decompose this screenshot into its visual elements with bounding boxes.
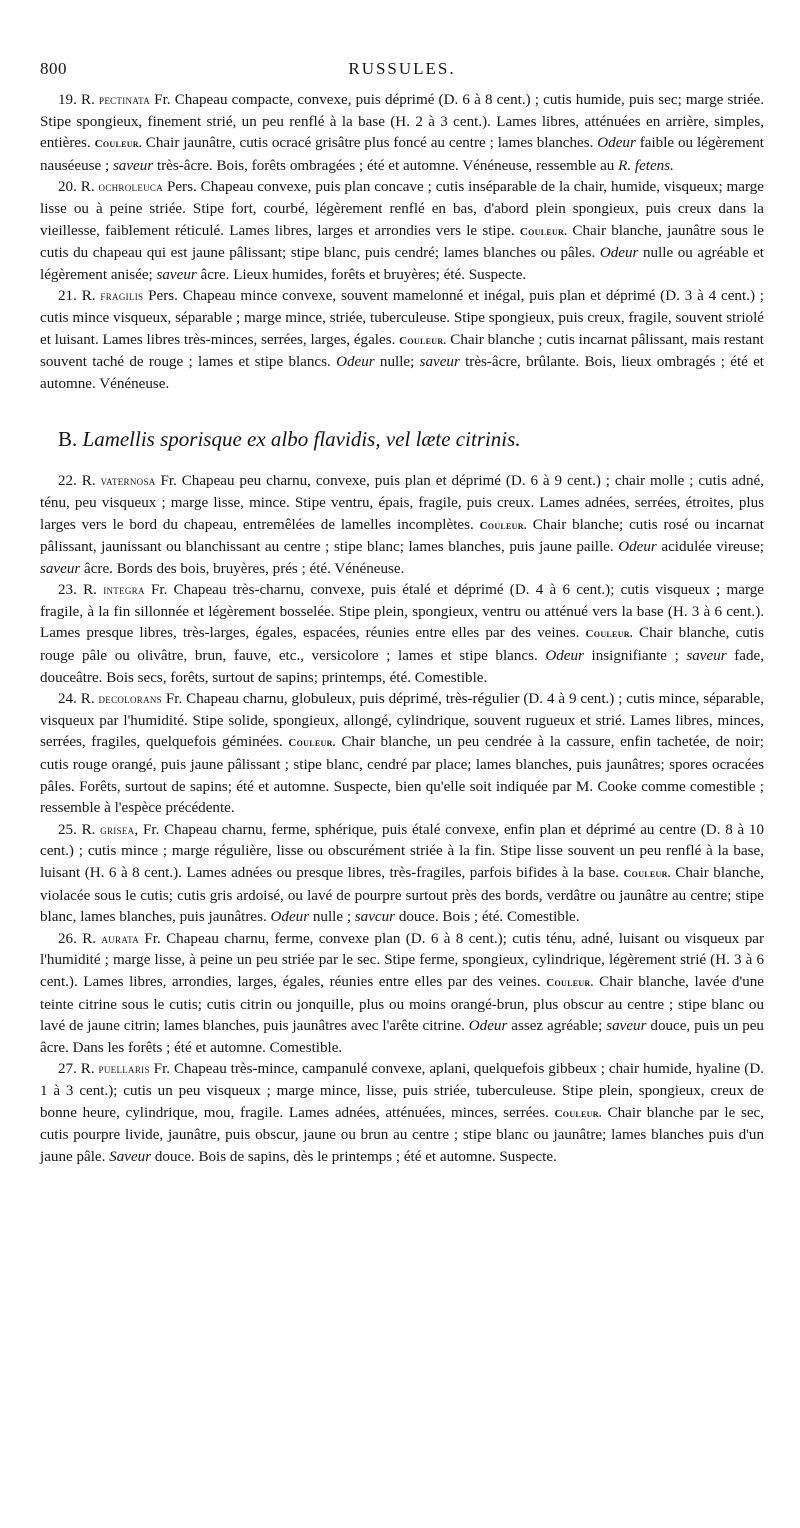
entry-text: , Fr. Chapeau charnu, ferme, sphérique, puis étalé convexe, enfin plan et déprimé au centre (D. 8 à 10 cent.) ; cutis mince ; marge régulière, lisse ou obscurément striée à la fin. Stipe lisse souvent un peu renflé à la base, luisant (H. 6 à 8 cent.). Lames adnées ou presque libres, très-fragiles, parfois bifides à la base. xyxy=(40,821,764,881)
entry-text: Chair jaunâtre, cutis ocracé grisâtre plus foncé au centre ; lames blanches. xyxy=(141,135,598,152)
couleur-label: Couleur. xyxy=(288,737,336,750)
entry-text: acidulée vireuse; xyxy=(656,539,765,556)
odeur-label: Odeur xyxy=(597,135,636,152)
species-entry xyxy=(40,1059,764,1168)
entry-text: Fr. Chapeau peu charnu, convexe, puis plan et déprimé (D. 6 à 9 cent.) ; chair molle ; cutis adné, ténu, peu visqueux ; marge lisse, mince. Stipe ventru, épais, fragile, puis creux. Lames adnées, serrées, étroites, plus larges vers le bord du chapeau, entremêlées de lamelles incomplètes. xyxy=(40,473,764,533)
entry-text: Chair blanche par le sec, cutis pourpre livide, jaunâtre, puis obscur, jaune ou brun au centre ; stipe blanc ou jaunâtre; lames blanches puis d'un jaune pâle. xyxy=(40,1104,764,1165)
entry-text: fade, douceâtre. Bois secs, forêts, surtout de sapins; printemps, été. Comestible. xyxy=(40,648,764,686)
entry-number: 20. R. xyxy=(58,179,99,196)
entry-text: insignifiante ; xyxy=(583,648,687,665)
entry-number: 25. R. xyxy=(58,821,101,838)
entry-text: Chair blanche ; cutis incarnat pâlissant, mais restant souvent taché de rouge ; lames et stipe blancs. xyxy=(40,331,764,371)
couleur-label: Couleur. xyxy=(546,976,594,989)
entry-text: Chair blanche, lavée d'une teinte citrine sous le cutis; cutis citrin ou jonquille, plus ou moins orangé-brun, plus obscur au centre ; stipe blanc ou lavé de jaune citrin; lames blanches, puis jaunâtres avec l'arête citrine. xyxy=(40,973,764,1035)
entry-text: Fr. Chapeau très-charnu, convexe, puis étalé et déprimé (D. 4 à 6 cent.); cutis visqueux ; marge fragile, à la fin sillonnée et légèrement bosselée. Stipe plein, spongieux, ventru ou atténué vers la base (H. 3 à 6 cent.). Lames presque libres, très-larges, égales, espacées, réunies entre elles par des veines. xyxy=(40,582,764,642)
species-entry xyxy=(40,90,764,177)
entry-text: douce. Bois ; été. Comestible. xyxy=(395,909,580,926)
odeur-label: Odeur xyxy=(618,539,657,556)
entry-text: Pers. Chapeau mince convexe, souvent mamelonné et inégal, puis plan et déprimé (D. 3 à 4 cent.) ; cutis mince visqueux, séparable ; marge mince, striée, tuberculeuse. Stipe spongieux, puis creux, fragile, souvent striolé et luisant. Lames libres très-minces, serrées, larges, égales. xyxy=(40,288,765,348)
entry-text: Fr. Chapeau compacte, convexe, puis déprimé (D. 6 à 8 cent.) ; cutis humide, puis sec; marge striée. Stipe spongieux, finement strié, un peu renflé à la base (H. 2 à 3 cent.). Lames libres, atténuées en arrière, simples, entières. xyxy=(40,92,764,152)
saveur-label: saveur xyxy=(112,157,154,174)
entry-text: Chair blanche, jaunâtre sous le cutis du chapeau qui est jaune pâlissant; stipe blanc, puis cendré; lames blanches ou pâles. xyxy=(40,222,764,262)
entry-text: Chair blanche, cutis rouge pâle ou olivâtre, brun, fauve, etc., versicolore ; lames et stipe blancs. xyxy=(40,625,764,665)
species-entry xyxy=(40,929,764,1060)
section-b-title xyxy=(58,425,764,453)
couleur-label: Couleur. xyxy=(554,1107,602,1120)
species-reference: R. fetens. xyxy=(618,157,674,174)
entry-text: nulle ; xyxy=(309,909,355,926)
saveur-label: saveur xyxy=(40,560,81,577)
species-entry xyxy=(40,471,764,580)
entry-text: âcre. Bords des bois, bruyères, prés ; été. Vénéneuse. xyxy=(80,560,405,577)
entry-text: nulle; xyxy=(374,354,420,371)
species-name: ochroleuca xyxy=(98,180,164,195)
species-entry xyxy=(40,689,764,820)
entry-text: Pers. Chapeau convexe, puis plan concave ; cutis inséparable de la chair, humide, visqueux; marge lisse ou à peine striée. Stipe fort, courbé, légèrement renflé en bas, d'abord plein spongieux, puis creux dans la vieillesse, faiblement réticulé. Lames libres, larges et arrondies vers le stipe. xyxy=(40,179,764,239)
page-number: 800 xyxy=(40,59,67,78)
saveur-label: savcur xyxy=(354,909,396,926)
entry-text: Fr. Chapeau très-mince, campanulé convexe, aplani, quelquefois gibbeux ; chair humide, hyaline (D. 1 à 3 cent.); cutis un peu visqueux ; marge mince, lisse, puis striée, tuberculeuse. Stipe plein, spongieux, creux de bonne heure, cylindrique, mou, fragile. Lames adnées, atténuées, minces, serrées. xyxy=(40,1061,764,1121)
odeur-label: Odeur xyxy=(545,648,584,665)
running-head: RUSSULES. xyxy=(348,59,456,78)
entry-text: âcre. Lieux humides, forêts et bruyères; été. Suspecte. xyxy=(196,266,527,283)
entry-number: 26. R. xyxy=(58,930,102,947)
entry-number: 24. R. xyxy=(58,691,99,708)
couleur-label: Couleur. xyxy=(519,225,568,238)
species-name: grisea xyxy=(100,822,135,837)
entry-number: 23. R. xyxy=(58,582,104,599)
species-entry xyxy=(40,580,764,689)
entry-text: très-âcre, brûlante. Bois, lieux ombragés ; été et automne. Vénéneuse. xyxy=(40,354,765,392)
entry-number: 22. R. xyxy=(58,473,101,490)
entry-text: Chair blanche; cutis rosé ou incarnat pâlissant, jaunissant ou blanchissant au centre ; stipe blanc; lames blanches, puis jaune paille. xyxy=(40,516,764,556)
saveur-label: saveur xyxy=(156,266,197,283)
couleur-label: Couleur. xyxy=(479,519,527,532)
odeur-label: Saveur xyxy=(109,1148,152,1165)
species-name: integra xyxy=(103,583,145,598)
odeur-label: Odeur xyxy=(270,909,310,926)
species-entry xyxy=(40,820,764,929)
entry-text: douce, puis un peu âcre. Dans les forêts ; été et automne. Comestible. xyxy=(40,1018,764,1056)
couleur-label: Couleur. xyxy=(94,138,142,151)
odeur-label: Odeur xyxy=(599,245,639,262)
saveur-label: saveur xyxy=(606,1018,647,1035)
couleur-label: Couleur. xyxy=(623,868,671,880)
species-name: vaternosa xyxy=(100,474,156,489)
odeur-label: Odeur xyxy=(468,1018,508,1035)
page-header xyxy=(40,58,764,82)
page-body xyxy=(40,90,764,1168)
entry-text: Fr. Chapeau charnu, ferme, convexe plan (D. 6 à 8 cent.); cutis ténu, adné, luisant ou visqueux par l'humidité ; marge lisse, à peine un peu striée par le sec. Stipe ferme, spongieux, cylindrique, légèrement strié (H. 3 à 6 cent.). Lames libres, arrondies, larges, égales, réunies entre elles par des veines. xyxy=(40,930,764,990)
entry-text: Fr. Chapeau charnu, globuleux, puis déprimé, très-régulier (D. 4 à 9 cent.) ; cutis mince, séparable, visqueux par l'humidité. Stipe solide, spongieux, allongé, cylindrique, souvent rugueux et strié. Lames libres, minces, serrées, fragiles, quelquefois géminées. xyxy=(40,691,764,751)
couleur-label: Couleur. xyxy=(585,628,633,641)
entry-text: faible ou légèrement nauséeuse ; xyxy=(40,135,764,174)
species-name: decolorans xyxy=(98,692,162,707)
couleur-label: Couleur. xyxy=(399,334,447,347)
entry-number: 21. R. xyxy=(58,288,101,305)
saveur-label: saveur xyxy=(419,354,460,371)
saveur-label: saveur xyxy=(686,648,727,665)
entry-text: douce. Bois de sapins, dès le printemps ; été et automne. Suspecte. xyxy=(151,1148,557,1165)
entry-text: Chair blanche, violacée sous le cutis; cutis gris ardoisé, ou lavé de pourpre surtout près des bords, verdâtre ou jaunâtre au centre; stipe blanc, lames blanches, puis jaunâtres. xyxy=(40,865,764,926)
entry-text: Chair blanche, un peu cendrée à la cassure, enfin tachetée, de noir; cutis rouge orangé, puis jaune pâlissant ; stipe blanc, cendré par place; lames blanches, puis jaunâtres; spores ocracées pâles. Forêts, surtout de sapins; été et automne. Suspecte, bien qu'elle soit indiquée par M. Cooke comme comestible ; ressemble à l'espèce précédente. xyxy=(40,734,764,817)
entry-text: assez agréable; xyxy=(507,1018,607,1035)
section-title-text: Lamellis sporisque ex albo flavidis, vel læte citrinis. xyxy=(82,427,521,452)
species-entry xyxy=(40,177,764,286)
entry-text: très-âcre. Bois, forêts ombragées ; été et automne. Vénéneuse, ressemble au xyxy=(153,157,619,174)
species-name: pectinata xyxy=(99,93,151,107)
entry-number: 19. R. xyxy=(58,92,100,108)
species-entry xyxy=(40,286,764,395)
species-name: aurata xyxy=(101,931,140,946)
entry-text: nulle ou agréable et légèrement anisée; xyxy=(40,245,764,283)
species-name: puellaris xyxy=(98,1062,150,1077)
section-a xyxy=(40,90,764,395)
odeur-label: Odeur xyxy=(336,354,375,371)
species-name: fragilis xyxy=(100,289,144,304)
section-letter: B. xyxy=(58,427,78,452)
section-b xyxy=(40,471,764,1168)
entry-number: 27. R. xyxy=(58,1061,99,1078)
